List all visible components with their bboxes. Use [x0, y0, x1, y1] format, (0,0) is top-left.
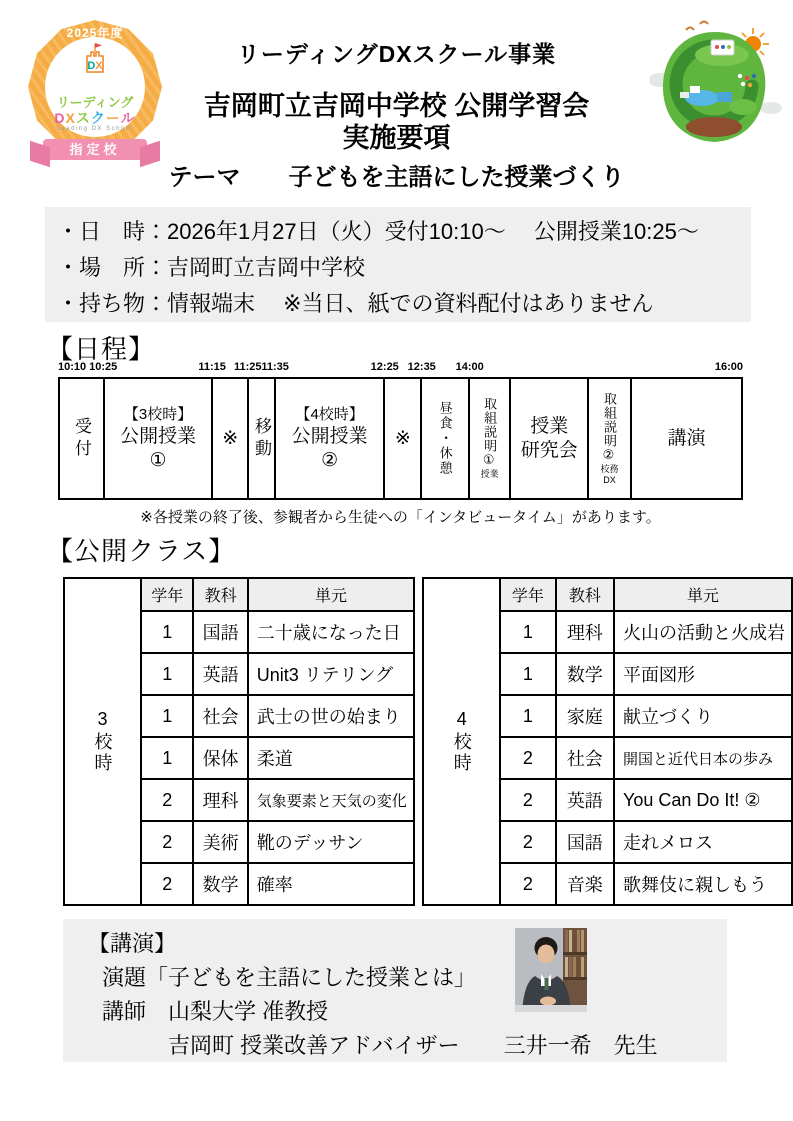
timeline-time: 10:25: [89, 361, 118, 373]
column-header: 単元: [614, 578, 792, 611]
info-items: ・持ち物：情報端末 ※当日、紙での資料配付はありません: [57, 291, 654, 316]
column-header: 学年: [141, 578, 193, 611]
school-illustration-logo: [650, 14, 782, 150]
page-title-line2: 実施要項: [342, 123, 451, 153]
schedule-cell-text: 【4校時】: [295, 405, 364, 423]
grade-cell: 2: [500, 737, 555, 779]
subject-cell: 保体: [193, 737, 247, 779]
subject-cell: 理科: [556, 611, 614, 653]
schedule-cell: [422, 379, 470, 498]
schedule-cell: [632, 379, 741, 498]
unit-cell: 確率: [248, 863, 414, 905]
schedule-cell: [276, 379, 386, 498]
subject-cell: 数学: [193, 863, 247, 905]
schedule-cell-text: ②: [321, 449, 339, 471]
schedule-timeline: [58, 361, 743, 376]
timeline-time: 11:25: [233, 361, 262, 373]
schedule-cell: [470, 379, 512, 498]
schedule-heading: 【日程】: [47, 334, 156, 364]
unit-cell: 平面図形: [614, 653, 792, 695]
column-header: 教科: [193, 578, 247, 611]
schedule-note: ※各授業の終了後、参観者から生徒への「インタビュータイム」があります。: [140, 509, 661, 526]
subject-cell: 英語: [193, 653, 247, 695]
schedule-cell-text: 移動: [252, 416, 272, 461]
badge-letter: ス: [75, 110, 91, 126]
schedule-cell: [589, 379, 632, 498]
schedule-cell: [60, 379, 105, 498]
timeline-time: 10:10: [58, 361, 87, 373]
schedule-cell-subtext: DX: [603, 474, 616, 485]
unit-cell: You Can Do It! ②: [614, 779, 792, 821]
subject-cell: 英語: [556, 779, 614, 821]
grade-cell: 1: [141, 611, 193, 653]
badge-letter: X: [65, 110, 76, 126]
unit-cell: 火山の活動と火成岩: [614, 611, 792, 653]
subject-cell: 音楽: [556, 863, 614, 905]
grade-cell: 2: [141, 863, 193, 905]
class-table: [63, 577, 415, 906]
lecturer-name: 吉岡町 授業改善アドバイザー 三井一希 先生: [102, 1033, 658, 1058]
column-header: 学年: [500, 578, 555, 611]
grade-cell: 1: [141, 695, 193, 737]
timeline-time: 11:35: [261, 361, 289, 373]
schedule-cell-text: ①: [149, 449, 167, 471]
lecture-heading: 【講演】: [88, 931, 177, 956]
grade-cell: 2: [141, 779, 193, 821]
schedule-cell: [213, 379, 249, 498]
period-label: 3校時: [64, 578, 141, 905]
schedule-table: [58, 377, 743, 500]
grade-cell: 1: [500, 653, 555, 695]
schedule-cell-text: 昼食・休憩: [437, 401, 453, 476]
subject-cell: 社会: [556, 737, 614, 779]
schedule-cell-text: 【3校時】: [123, 405, 193, 423]
unit-cell: 武士の世の始まり: [248, 695, 414, 737]
grade-cell: 2: [500, 779, 555, 821]
schedule-cell-text: ※: [394, 427, 411, 449]
unit-cell: 開国と近代日本の歩み: [614, 737, 792, 779]
class-tables: [63, 577, 793, 906]
timeline-time: 14:00: [455, 361, 484, 373]
grade-cell: 1: [500, 611, 555, 653]
subject-cell: 理科: [193, 779, 247, 821]
badge-year-label: 2025年度: [66, 26, 124, 40]
schedule-cell-subtext: 授業: [480, 469, 499, 479]
column-header: 単元: [248, 578, 414, 611]
schedule-cell: [105, 379, 213, 498]
grade-cell: 1: [141, 737, 193, 779]
lecturer-affiliation: 講師 山梨大学 准教授: [102, 999, 329, 1024]
badge-letter: ル: [120, 110, 136, 126]
speaker-photo: [515, 928, 587, 1012]
unit-cell: 靴のデッサン: [248, 821, 414, 863]
lecture-box: [63, 919, 727, 1062]
timeline-time: 12:35: [407, 361, 436, 373]
schedule-cell-text: 講演: [667, 427, 706, 449]
schedule-cell-text: 研究会: [520, 439, 578, 461]
badge-english-subtitle: Leading DX School: [56, 126, 134, 132]
badge-letter: ク: [90, 110, 106, 126]
badge-ribbon-designated: 指定校: [43, 139, 147, 160]
unit-cell: 歌舞伎に親しもう: [614, 863, 792, 905]
schedule-cell-text: 授業: [530, 415, 569, 437]
column-header: 教科: [556, 578, 614, 611]
timeline-time: 12:25: [370, 361, 399, 373]
schedule-cell: [249, 379, 276, 498]
classes-heading: 【公開クラス】: [47, 536, 236, 566]
schedule-cell-subtext: 校務: [600, 463, 619, 474]
schedule-cell-text: ※: [222, 427, 239, 449]
unit-cell: 二十歳になった日: [248, 611, 414, 653]
subject-cell: 社会: [193, 695, 247, 737]
grade-cell: 1: [500, 695, 555, 737]
lecture-title: 演題「子どもを主語にした授業とは」: [102, 965, 477, 990]
schedule-cell: [511, 379, 589, 498]
subject-cell: 国語: [556, 821, 614, 863]
schedule-cell-text: 取組説明②: [601, 391, 617, 464]
badge-letter: D: [54, 110, 66, 126]
badge-letter: X: [95, 60, 103, 72]
theme-line: テーマ 子どもを主語にした授業づくり: [168, 164, 625, 191]
timeline-time: 16:00: [714, 361, 743, 373]
unit-cell: 走れメロス: [614, 821, 792, 863]
program-title: リーディングDXスクール事業: [236, 41, 557, 67]
info-place: ・場 所：吉岡町立吉岡中学校: [57, 255, 366, 280]
schedule-cell-text: 公開授業: [120, 425, 197, 447]
schedule-cell: [385, 379, 422, 498]
grade-cell: 2: [500, 863, 555, 905]
unit-cell: Unit3 リテリング: [248, 653, 414, 695]
grade-cell: 1: [141, 653, 193, 695]
schedule-cell-text: 受付: [71, 416, 91, 461]
subject-cell: 家庭: [556, 695, 614, 737]
event-info-box: [45, 207, 751, 322]
info-datetime: ・日 時：2026年1月27日（火）受付10:10～ 公開授業10:25～: [57, 219, 699, 244]
subject-cell: 国語: [193, 611, 247, 653]
period-label: 4校時: [423, 578, 500, 905]
grade-cell: 2: [141, 821, 193, 863]
badge-letter: D: [87, 60, 96, 72]
grade-cell: 2: [500, 821, 555, 863]
schedule-cell-text: 公開授業: [291, 425, 368, 447]
class-table: [422, 577, 793, 906]
unit-cell: 柔道: [248, 737, 414, 779]
badge-reading-label: リーディング: [56, 95, 134, 110]
unit-cell: 気象要素と天気の変化: [248, 779, 414, 821]
subject-cell: 数学: [556, 653, 614, 695]
page-title: 吉岡町立吉岡中学校 公開学習会: [203, 91, 590, 121]
schedule-cell-text: 取組説明①: [482, 397, 498, 469]
unit-cell: 献立づくり: [614, 695, 792, 737]
timeline-time: 11:15: [198, 361, 226, 373]
subject-cell: 美術: [193, 821, 247, 863]
badge-letter: ー: [105, 110, 121, 126]
